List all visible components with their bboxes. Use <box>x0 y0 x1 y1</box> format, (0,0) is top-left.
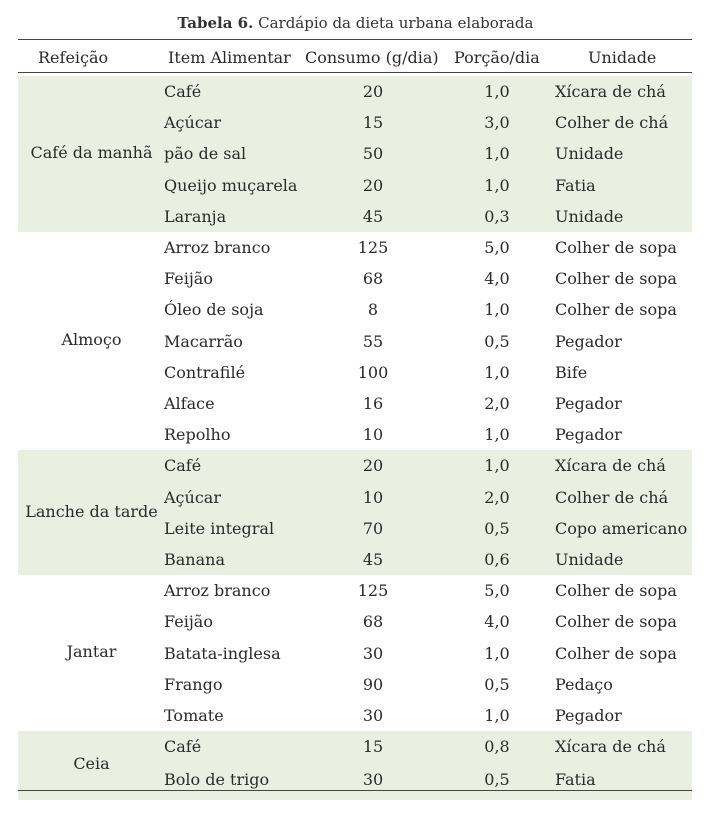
portion-value: 1,0 <box>484 144 510 164</box>
consumption-value: 30 <box>362 643 384 663</box>
unit-value: Unidade <box>555 206 624 226</box>
unit-value: Fatia <box>555 175 596 195</box>
item-name: Arroz branco <box>164 581 271 601</box>
table-row <box>18 76 692 107</box>
meal-label: Almoço <box>61 330 122 350</box>
portion-value: 1,0 <box>484 425 510 445</box>
table-row <box>18 450 692 481</box>
portion-value: 0,5 <box>484 674 510 694</box>
consumption-value: 125 <box>357 581 389 601</box>
table-row <box>18 326 692 357</box>
meal-label: Ceia <box>73 754 110 774</box>
meal-label: Lanche da tarde <box>25 501 158 521</box>
unit-value: Colher de sopa <box>555 643 677 663</box>
table-row <box>18 138 692 169</box>
portion-value: 4,0 <box>484 612 510 632</box>
table-row <box>18 170 692 201</box>
table-row <box>18 107 692 138</box>
consumption-value: 30 <box>362 705 384 725</box>
unit-value: Xícara de chá <box>555 456 666 476</box>
portion-value: 0,6 <box>484 549 510 569</box>
item-name: Café <box>164 82 202 101</box>
consumption-value: 100 <box>357 362 389 382</box>
table-row <box>18 638 692 669</box>
item-name: Batata-inglesa <box>164 643 281 663</box>
portion-value: 5,0 <box>484 581 510 601</box>
portion-value: 1,0 <box>484 362 510 382</box>
consumption-value: 15 <box>362 737 384 757</box>
consumption-value: 20 <box>362 456 384 476</box>
portion-value: 1,0 <box>484 705 510 725</box>
meal-group <box>18 232 692 450</box>
unit-value: Colher de sopa <box>555 612 677 632</box>
unit-value: Pedaço <box>555 674 613 694</box>
consumption-value: 50 <box>362 144 384 164</box>
table-row <box>18 357 692 388</box>
unit-value: Pegador <box>555 705 622 725</box>
table-row <box>18 544 692 575</box>
table-caption-title: Cardápio da dieta urbana elaborada <box>258 14 534 32</box>
unit-value: Colher de sopa <box>555 238 677 257</box>
portion-value: 2,0 <box>484 487 510 507</box>
meal-group <box>18 76 692 232</box>
item-name: Café <box>164 456 202 476</box>
table-row <box>18 606 692 637</box>
meal-group <box>18 450 692 575</box>
consumption-value: 10 <box>362 487 384 507</box>
item-name: pão de sal <box>164 144 247 164</box>
table-row <box>18 575 692 606</box>
consumption-value: 55 <box>362 331 384 351</box>
table-header <box>0 46 711 72</box>
header-meal: Refeição <box>38 48 109 67</box>
item-name: Frango <box>164 674 223 694</box>
consumption-value: 20 <box>362 175 384 195</box>
unit-value: Colher de sopa <box>555 581 677 601</box>
item-name: Café <box>164 737 202 757</box>
meal-label: Jantar <box>66 642 117 662</box>
item-name: Queijo muçarela <box>164 175 298 195</box>
consumption-value: 45 <box>362 549 384 569</box>
consumption-value: 20 <box>362 82 384 101</box>
portion-value: 0,5 <box>484 331 510 351</box>
unit-value: Unidade <box>555 144 624 164</box>
table-row <box>18 731 692 762</box>
unit-value: Copo americano <box>555 518 688 538</box>
portion-value: 1,0 <box>484 300 510 320</box>
table-row <box>18 700 692 731</box>
portion-value: 4,0 <box>484 269 510 289</box>
consumption-value: 70 <box>362 518 384 538</box>
item-name: Feijão <box>164 612 213 632</box>
consumption-value: 8 <box>367 300 379 320</box>
header-rule <box>18 72 692 73</box>
item-name: Macarrão <box>164 331 243 351</box>
item-name: Leite integral <box>164 518 275 538</box>
table-caption-label: Tabela 6. <box>177 14 254 32</box>
table-row <box>18 388 692 419</box>
unit-value: Pegador <box>555 425 622 445</box>
item-name: Laranja <box>164 206 227 226</box>
meal-group <box>18 575 692 731</box>
unit-value: Xícara de chá <box>555 737 666 757</box>
table-caption <box>0 14 711 32</box>
unit-value: Colher de chá <box>555 113 669 133</box>
item-name: Açúcar <box>164 487 221 507</box>
consumption-value: 15 <box>362 113 384 133</box>
item-name: Bolo de trigo <box>164 770 270 790</box>
item-name: Contrafilé <box>164 362 246 382</box>
portion-value: 1,0 <box>484 82 510 101</box>
unit-value: Pegador <box>555 394 622 413</box>
consumption-value: 68 <box>362 269 384 289</box>
meal-label: Café da manhã <box>30 143 153 162</box>
unit-value: Pegador <box>555 331 622 351</box>
table-row <box>18 232 692 263</box>
table-row <box>18 419 692 450</box>
portion-value: 0,5 <box>484 518 510 538</box>
unit-value: Xícara de chá <box>555 82 666 101</box>
portion-value: 1,0 <box>484 175 510 195</box>
consumption-value: 16 <box>362 394 384 413</box>
item-name: Feijão <box>164 269 213 289</box>
portion-value: 0,3 <box>484 206 510 226</box>
portion-value: 2,0 <box>484 394 510 413</box>
table-row <box>18 294 692 325</box>
header-unit: Unidade <box>588 48 657 67</box>
unit-value: Colher de sopa <box>555 269 677 289</box>
portion-value: 1,0 <box>484 643 510 663</box>
portion-value: 0,5 <box>484 770 510 790</box>
item-name: Açúcar <box>164 113 221 133</box>
item-name: Repolho <box>164 425 231 445</box>
unit-value: Bife <box>555 362 588 382</box>
portion-value: 3,0 <box>484 113 510 133</box>
table-row <box>18 201 692 232</box>
unit-value: Fatia <box>555 770 596 790</box>
header-item: Item Alimentar <box>168 48 291 67</box>
consumption-value: 68 <box>362 612 384 632</box>
portion-value: 5,0 <box>484 238 510 257</box>
unit-value: Colher de sopa <box>555 300 677 320</box>
top-rule <box>18 39 692 40</box>
consumption-value: 90 <box>362 674 384 694</box>
item-name: Tomate <box>164 705 224 725</box>
table-row <box>18 513 692 544</box>
header-portion: Porção/dia <box>454 48 540 67</box>
table-row <box>18 263 692 294</box>
item-name: Óleo de soja <box>164 300 264 320</box>
bottom-rule <box>18 790 692 791</box>
consumption-value: 30 <box>362 770 384 790</box>
table-row <box>18 669 692 700</box>
portion-value: 1,0 <box>484 456 510 476</box>
unit-value: Unidade <box>555 549 624 569</box>
unit-value: Colher de chá <box>555 487 669 507</box>
consumption-value: 10 <box>362 425 384 445</box>
item-name: Banana <box>164 549 225 569</box>
consumption-value: 125 <box>357 238 389 257</box>
table-row <box>18 482 692 513</box>
item-name: Alface <box>164 394 215 413</box>
consumption-value: 45 <box>362 206 384 226</box>
item-name: Arroz branco <box>164 238 271 257</box>
portion-value: 0,8 <box>484 737 510 757</box>
header-consumption: Consumo (g/dia) <box>305 48 439 67</box>
